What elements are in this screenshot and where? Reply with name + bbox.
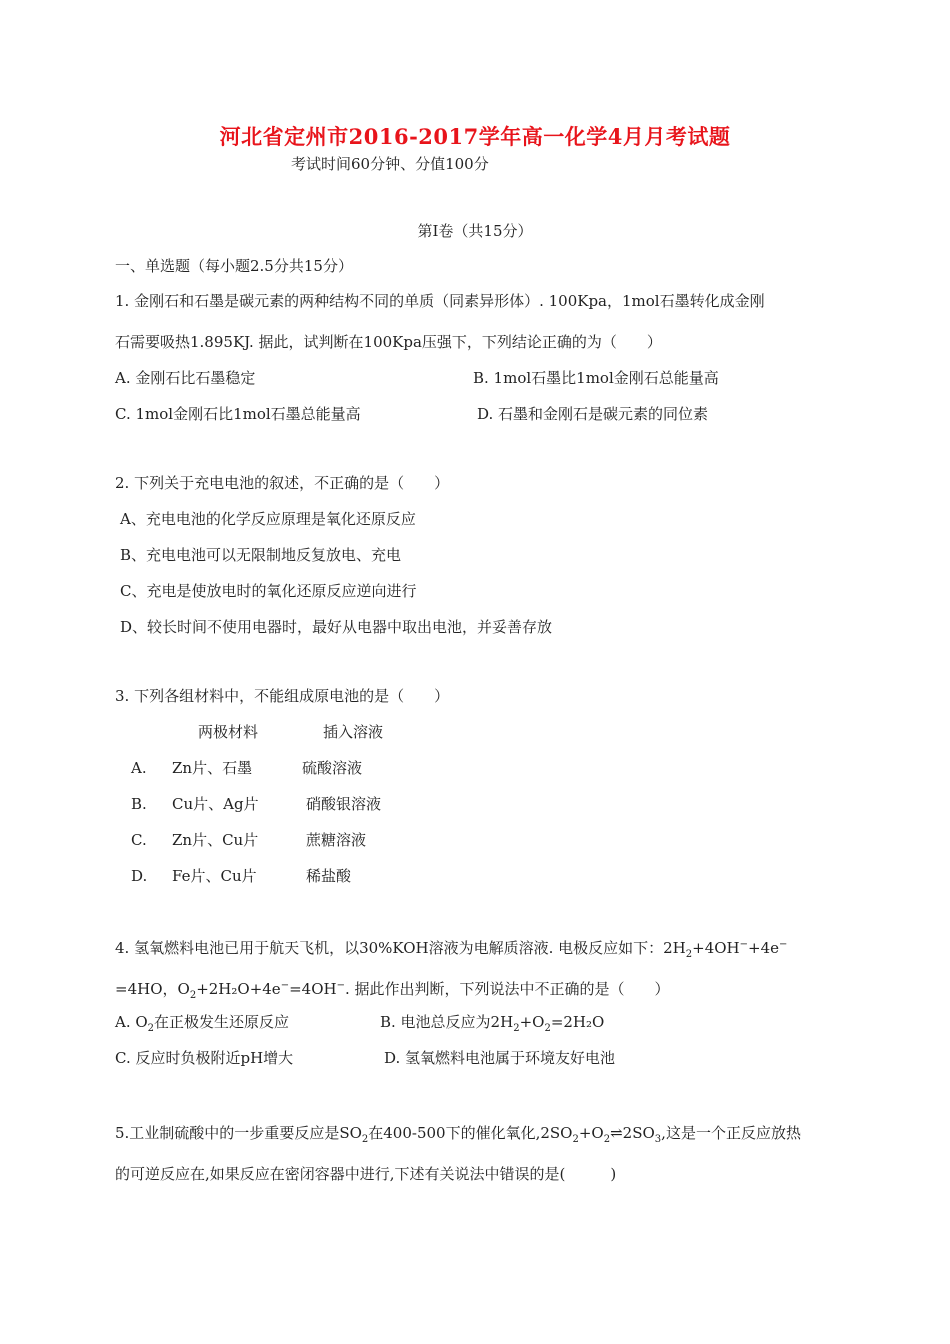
q3-row-b-label: B. (131, 795, 147, 813)
q3-row-a-solution: 硫酸溶液 (302, 759, 363, 777)
q4-option-c: C. 反应时负极附近pH增大 (115, 1049, 294, 1067)
q4-stem-line2: =4HO，$O_2+2H_2O+4e^-=4OH^-$. 据此作出判断，下列说法中不正确的是（ ） (115, 980, 670, 1001)
q3-row-c-solution: 蔗糖溶液 (306, 831, 367, 849)
q3-row-a-electrodes: Zn片、石墨 (172, 759, 253, 777)
q4-option-b: B. 电池总反应为$2H_2+O_2=2H_2O$ (380, 1013, 605, 1034)
q4-stem-line1: 4. 氢氧燃料电池已用于航天飞机，以30%KOH溶液为电解质溶液. 电极反应如下：$2H_2+4OH^-+4e^-$ (115, 939, 788, 960)
q3-row-b-solution: 硝酸银溶液 (306, 795, 382, 813)
section-heading: 第I卷（共15分） (417, 222, 533, 240)
q3-col-header-electrodes: 两极材料 (198, 723, 259, 741)
q1-option-d: D. 石墨和金刚石是碳元素的同位素 (477, 405, 709, 423)
exam-title: 河北省定州市2016-2017学年高一化学4月月考试题 (219, 124, 731, 149)
q1-option-c: C. 1mol金刚石比1mol石墨总能量高 (115, 405, 361, 423)
q3-col-header-solution: 插入溶液 (323, 723, 384, 741)
q4-option-d: D. 氢氧燃料电池属于环境友好电池 (384, 1049, 616, 1067)
part-heading: 一、单选题（每小题2.5分共15分） (115, 257, 353, 275)
q3-row-d-label: D. (131, 867, 148, 885)
q3-row-d-electrodes: Fe片、Cu片 (172, 867, 257, 885)
q2-option-c: C、充电是使放电时的氧化还原反应逆向进行 (120, 582, 417, 600)
q3-row-d-solution: 稀盐酸 (306, 867, 352, 885)
q2-option-b: B、充电电池可以无限制地反复放电、充电 (120, 546, 402, 564)
q3-stem: 3. 下列各组材料中，不能组成原电池的是（ ） (115, 687, 450, 705)
q1-option-a: A. 金刚石比石墨稳定 (115, 369, 256, 387)
q2-option-d: D、较长时间不使用电器时，最好从电器中取出电池，并妥善存放 (120, 618, 553, 636)
q3-row-c-label: C. (131, 831, 147, 849)
exam-subtitle: 考试时间60分钟、分值100分 (291, 155, 489, 173)
q3-row-a-label: A. (131, 759, 147, 777)
q3-row-c-electrodes: Zn片、Cu片 (172, 831, 259, 849)
q4-option-a: A. $O_2$在正极发生还原反应 (115, 1013, 290, 1034)
q1-option-b: B. 1mol石墨比1mol金刚石总能量高 (473, 369, 719, 387)
q1-stem-line2: 石需要吸热1.895KJ. 据此，试判断在100Kpa压强下，下列结论正确的为（ ） (115, 333, 662, 351)
q3-row-b-electrodes: Cu片、Ag片 (172, 795, 259, 813)
q5-stem-line1: 5.工业制硫酸中的一步重要反应是$SO_2$在400-500下的催化氧化$,2SO_2+O_2\rightleftharpoons 2SO_3$,这是一个正反应放热 (115, 1124, 801, 1145)
q2-stem: 2. 下列关于充电电池的叙述，不正确的是（ ） (115, 474, 450, 492)
q5-stem-line2: 的可逆反应在,如果反应在密闭容器中进行,下述有关说法中错误的是( ) (115, 1165, 617, 1183)
q1-stem-line1: 1. 金刚石和石墨是碳元素的两种结构不同的单质（同素异形体）. 100Kpa，1mol石墨转化成金刚 (115, 292, 765, 310)
q2-option-a: A、充电电池的化学反应原理是氧化还原反应 (120, 510, 416, 528)
